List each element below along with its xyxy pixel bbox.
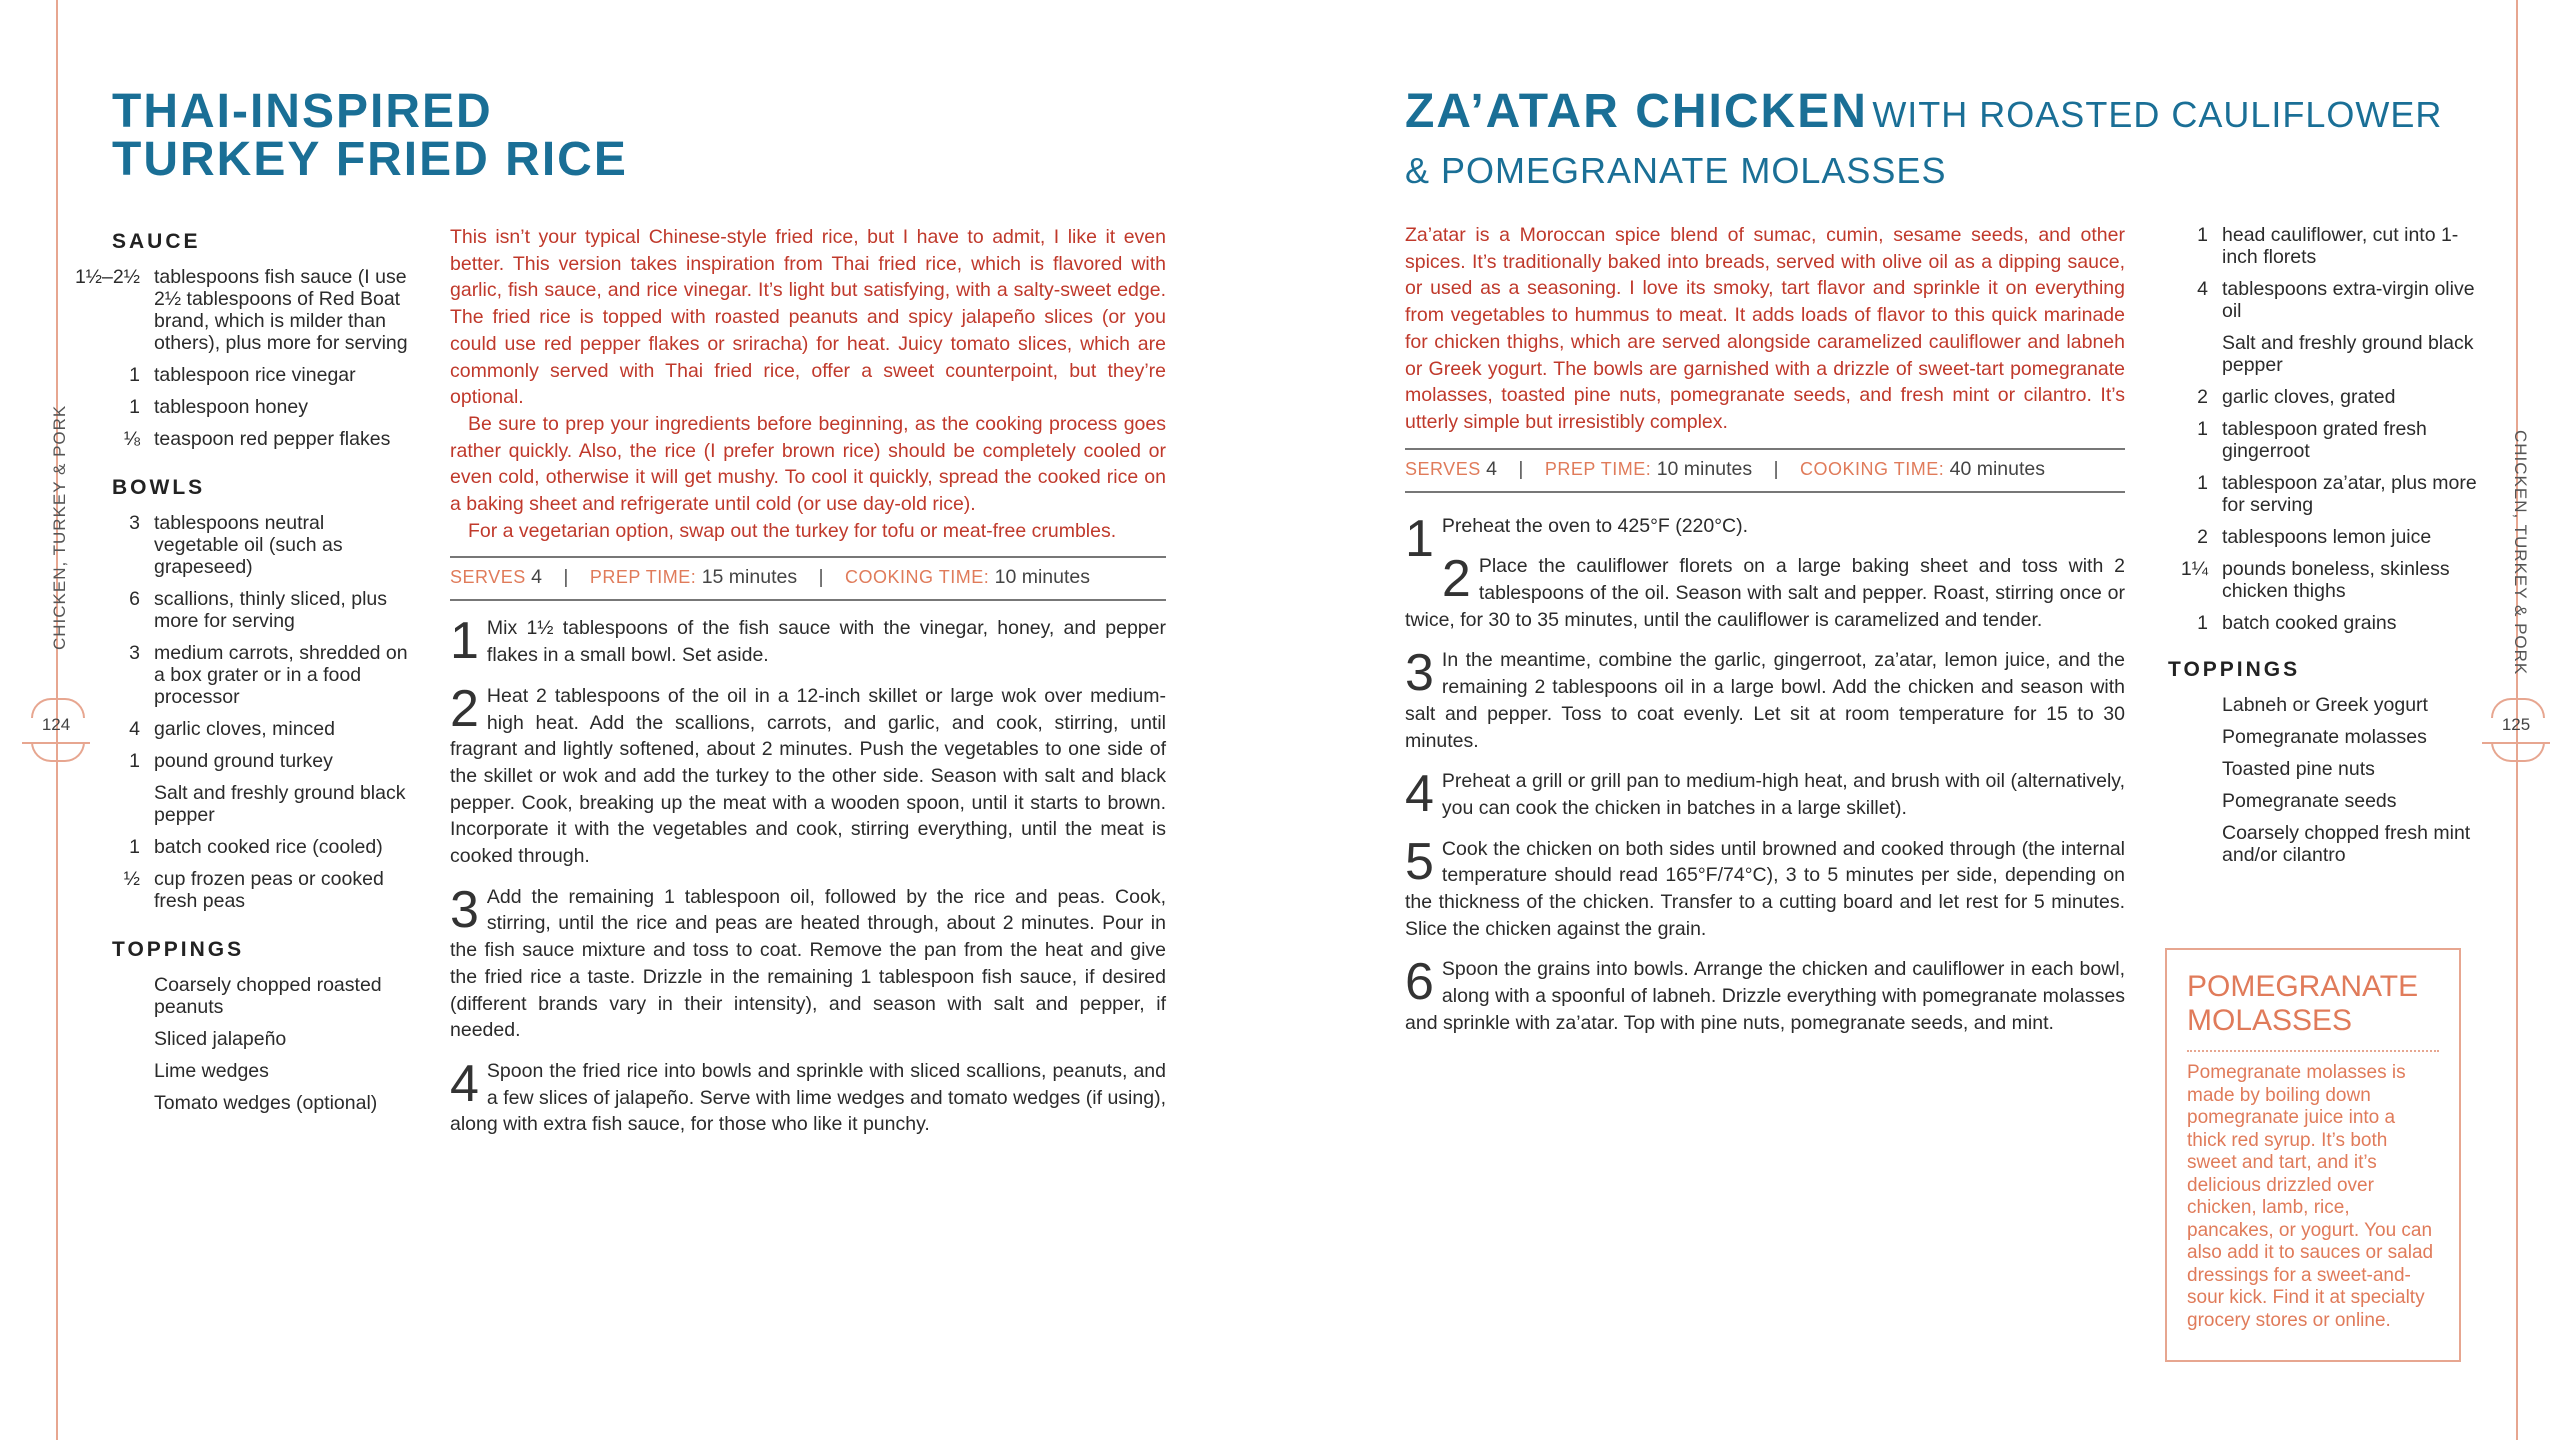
right-steps: [1405, 509, 2125, 1037]
cook-value: 10 minutes: [994, 566, 1091, 589]
ingredient-quantity: ½: [123, 868, 140, 890]
pomegranate-molasses-sidebar: [2165, 948, 2461, 1362]
serves-label: SERVES: [450, 567, 526, 588]
ingredient-quantity: 3: [129, 512, 140, 534]
prep-value: 10 minutes: [1656, 457, 1753, 480]
ingredient-text: Coarsely chopped fresh mint and/or cilantro: [2222, 822, 2471, 866]
recipe-step: [450, 880, 1166, 1044]
step-text: Preheat the oven to 425°F (220°C).: [1441, 514, 1749, 537]
step-text: Heat 2 tablespoons of the oil in a 12-inch skillet or large wok over medium-high heat. Add the scallions, carrots, and garlic, and cook, stirring, until fragrant and lightly softened, about 2 minutes. Push the vegetables to one side of the skillet or wok and add the turkey to the other side. Season with salt and black pepper. Cook, breaking up the meat with a wooden spoon, until it starts to brown. Incorporate it with the vegetables and cook, stirring everything, until the meat is cooked through.: [450, 684, 1166, 868]
ingredient-item: [2168, 418, 2478, 462]
step-number: 2: [450, 679, 479, 738]
ingredient-item: [2168, 558, 2478, 602]
ingredient-text: head cauliflower, cut into 1-inch florets: [2222, 224, 2459, 268]
ingredient-item: [2168, 758, 2478, 780]
step-text: Place the cauliflower florets on a large baking sheet and toss with 2 tablespoons of the oil. Season with salt and pepper. Roast, stirring once or twice, for 30 to 35 minutes, until the cauliflower is caramelized and tender.: [1405, 555, 2125, 631]
right-page-number: 125: [2501, 715, 2531, 734]
right-intro-paragraph: Za’atar is a Moroccan spice blend of sumac, cumin, sesame seeds, and other spices. It’s traditionally baked into breads, served with olive oil as a dipping sauce, or used as a seasoning. I love its smoky, tart flavor and sprinkle it on everything from vegetables to hummus to meat. It adds loads of flavor to this quick marinade for chicken thighs, which are served alongside caramelized cauliflower and labneh or Greek yogurt. The bowls are garnished with a drizzle of sweet-tart pomegranate molasses, toasted pine nuts, pomegranate seeds, and fresh mint or cilantro. It’s utterly simple but irresistibly complex.: [1405, 224, 2125, 433]
right-page-marker-rule: [2482, 742, 2550, 744]
ingredient-item: [68, 588, 408, 632]
ingredient-quantity: [68, 782, 154, 826]
intro-paragraph: For a vegetarian option, swap out the turkey for tofu or meat-free crumbles.: [468, 519, 1117, 542]
step-number: 5: [1405, 832, 1434, 891]
ingredient-item: [68, 428, 408, 450]
ingredient-text: tablespoons neutral vegetable oil (such as grapeseed): [154, 512, 343, 578]
ingredient-quantity: 1: [2197, 418, 2208, 440]
ingredient-item: [2168, 726, 2478, 748]
step-number: 3: [1405, 644, 1434, 703]
ingredient-quantity: ⅛: [123, 428, 140, 450]
step-text: Spoon the grains into bowls. Arrange the chicken and cauliflower in each bowl, along with a spoonful of labneh. Drizzle everything with pomegranate molasses and sprinkle with za’atar. Top with pine nuts, pomegranate seeds, and mint.: [1405, 958, 2125, 1034]
ingredient-text: teaspoon red pepper flakes: [154, 428, 391, 450]
ingredient-quantity: [68, 1028, 154, 1050]
sidebar-divider: [2187, 1044, 2439, 1052]
ingredient-text: tablespoon grated fresh gingerroot: [2222, 418, 2427, 462]
ingredient-text: tablespoon honey: [154, 396, 308, 418]
cook-label: COOKING TIME:: [845, 567, 990, 588]
right-title-main: ZA’ATAR CHICKEN: [1405, 85, 1868, 138]
ingredient-item: [68, 974, 408, 1018]
meta-separator: |: [563, 566, 569, 589]
prep-label: PREP TIME:: [589, 567, 697, 588]
right-ingredient-list: [2168, 224, 2478, 634]
ingredient-quantity: [2168, 822, 2222, 866]
ingredient-text: Lime wedges: [154, 1060, 269, 1082]
ingredient-item: [68, 396, 408, 418]
recipe-step: [1405, 509, 2125, 568]
ingredient-quantity: 2: [2197, 526, 2208, 548]
step-number: 2: [1441, 550, 1471, 609]
ingredient-text: tablespoons extra-virgin olive oil: [2222, 278, 2475, 322]
ingredient-text: pound ground turkey: [154, 750, 333, 772]
ingredient-item: [2168, 224, 2478, 268]
ingredient-quantity: 1½–2½: [74, 266, 140, 288]
ingredient-item: [68, 750, 408, 772]
ingredient-item: [2168, 790, 2478, 812]
ingredient-text: Tomato wedges (optional): [154, 1092, 378, 1114]
left-title-line2: TURKEY FRIED RICE: [112, 133, 628, 186]
ingredient-quantity: [68, 974, 154, 1018]
ingredient-text: Salt and freshly ground black pepper: [2222, 332, 2474, 376]
ingredient-item: [68, 718, 408, 740]
right-title-sub1: WITH ROASTED CAULIFLOWER: [1872, 94, 2443, 135]
ingredient-quantity: 4: [2197, 278, 2208, 300]
ingredient-quantity: [2168, 332, 2222, 376]
prep-label: PREP TIME:: [1544, 458, 1652, 479]
sidebar-title-line2: MOLASSES: [2187, 1004, 2353, 1037]
ingredient-quantity: 1: [2197, 612, 2208, 634]
ingredient-text: tablespoon za’atar, plus more for serving: [2222, 472, 2477, 516]
right-toppings-heading: TOPPINGS: [2168, 658, 2301, 681]
ingredient-quantity: [68, 1060, 154, 1082]
ingredient-item: [68, 642, 408, 708]
step-number: 4: [450, 1054, 479, 1113]
left-meta: [450, 556, 1166, 601]
ingredient-item: [2168, 278, 2478, 322]
ingredient-item: [68, 868, 408, 912]
prep-value: 15 minutes: [701, 566, 798, 589]
ingredient-text: Pomegranate seeds: [2222, 790, 2397, 812]
step-text: Add the remaining 1 tablespoon oil, followed by the rice and peas. Cook, stirring, until the rice and peas are heated through, about 2 minutes. Pour in the fish sauce mixture and toss to coat. Remove the pan from the heat and give the fried rice a taste. Drizzle in the remaining 1 tablespoon fish sauce, if desired (different brands vary in their intensity), and season with salt and pepper, if needed.: [450, 885, 1166, 1042]
right-side-label: CHICKEN, TURKEY & PORK: [2511, 430, 2530, 676]
step-text: Spoon the fried rice into bowls and sprinkle with sliced scallions, peanuts, and a few slices of jalapeño. Serve with lime wedges and tomato wedges (if using), along with extra fish sauce, for those who like it punchy.: [450, 1059, 1166, 1136]
ingredient-text: tablespoons fish sauce (I use 2½ tablespoons of Red Boat brand, which is milder than others), plus more for serving: [154, 266, 408, 354]
recipe-step: [1405, 832, 2125, 943]
cook-value: 40 minutes: [1949, 457, 2046, 480]
meta-separator: |: [1518, 457, 1524, 480]
left-ingredients: [68, 230, 408, 1124]
step-number: 3: [450, 880, 479, 939]
ingredient-item: [68, 836, 408, 858]
right-title-sub2: & POMEGRANATE MOLASSES: [1405, 150, 1947, 191]
right-toppings-list: [2168, 694, 2478, 866]
left-side-label: CHICKEN, TURKEY & PORK: [50, 404, 69, 650]
left-intro: [450, 224, 1166, 544]
sidebar-title-line1: POMEGRANATE: [2187, 970, 2419, 1003]
serves-value: 4: [531, 566, 542, 589]
ingredient-quantity: 1: [2197, 472, 2208, 494]
ingredient-item: [68, 512, 408, 578]
ingredient-quantity: [2168, 790, 2222, 812]
recipe-step: [1405, 765, 2125, 824]
ingredient-quantity: [2168, 758, 2222, 780]
right-recipe-title: [1405, 85, 2443, 195]
right-ingredients: [2168, 224, 2478, 876]
toppings-heading: TOPPINGS: [112, 938, 245, 961]
ingredient-item: [68, 1028, 408, 1050]
left-steps: [450, 612, 1166, 1138]
left-toppings-list: [68, 974, 408, 1114]
recipe-step: [450, 612, 1166, 671]
ingredient-quantity: 1¼: [2180, 558, 2208, 580]
right-meta: [1405, 448, 2125, 493]
ingredient-quantity: [2168, 694, 2222, 716]
ingredient-item: [2168, 332, 2478, 376]
ingredient-text: batch cooked grains: [2222, 612, 2397, 634]
ingredient-item: [68, 266, 408, 354]
ingredient-text: Pomegranate molasses: [2222, 726, 2427, 748]
left-page-number: 124: [41, 715, 71, 734]
sidebar-body: Pomegranate molasses is made by boiling down pomegranate juice into a thick red syrup. It’s both sweet and tart, and it’s delicious drizzled over chicken, lamb, rice, pancakes, or yogurt. You can also add it to sauces or salad dressings for a sweet-and-sour kick. Find it at specialty grocery stores or online.: [2187, 1062, 2434, 1331]
bowls-heading: BOWLS: [112, 476, 206, 499]
ingredient-quantity: [68, 1092, 154, 1114]
ingredient-text: Salt and freshly ground black pepper: [154, 782, 406, 826]
recipe-step: [1405, 644, 2125, 754]
ingredient-text: batch cooked rice (cooled): [154, 836, 383, 858]
ingredient-text: Coarsely chopped roasted peanuts: [154, 974, 382, 1018]
ingredient-quantity: 1: [2197, 224, 2208, 246]
right-main-column: [1405, 222, 2125, 1051]
step-text: Mix 1½ tablespoons of the fish sauce with the vinegar, honey, and pepper flakes in a small bowl. Set aside.: [486, 617, 1166, 667]
ingredient-item: [2168, 526, 2478, 548]
left-title-line1: THAI-INSPIRED: [112, 85, 493, 138]
ingredient-item: [2168, 612, 2478, 634]
ingredient-item: [2168, 386, 2478, 408]
right-intro: [1405, 222, 2125, 436]
step-text: In the meantime, combine the garlic, gingerroot, za’atar, lemon juice, and the remaining 2 tablespoons oil in a large bowl. Add the chicken and season with salt and pepper. Toss to coat evenly. Let sit at room temperature for 15 to 30 minutes.: [1405, 649, 2125, 752]
step-text: Preheat a grill or grill pan to medium-high heat, and brush with oil (alternatively, you can cook the chicken in batches in a large skillet).: [1441, 770, 2125, 819]
ingredient-quantity: 3: [129, 642, 140, 664]
ingredient-text: medium carrots, shredded on a box grater or in a food processor: [154, 642, 408, 708]
ingredient-text: scallions, thinly sliced, plus more for serving: [154, 588, 388, 632]
ingredient-quantity: 4: [129, 718, 140, 740]
right-page-marker-bottom: [2491, 742, 2545, 762]
ingredient-text: Labneh or Greek yogurt: [2222, 694, 2428, 716]
ingredient-text: Sliced jalapeño: [154, 1028, 287, 1050]
recipe-step: [450, 679, 1166, 870]
recipe-step: [450, 1054, 1166, 1138]
step-number: 1: [450, 612, 479, 671]
step-number: 1: [1405, 509, 1434, 568]
sauce-list: [68, 266, 408, 450]
serves-value: 4: [1486, 457, 1497, 480]
ingredient-text: pounds boneless, skinless chicken thighs: [2222, 558, 2450, 602]
ingredient-text: cup frozen peas or cooked fresh peas: [154, 868, 384, 912]
step-number: 6: [1405, 953, 1434, 1012]
ingredient-item: [68, 1092, 408, 1114]
ingredient-quantity: 6: [129, 588, 140, 610]
ingredient-quantity: 2: [2197, 386, 2208, 408]
ingredient-text: garlic cloves, minced: [154, 718, 335, 740]
ingredient-text: tablespoon rice vinegar: [154, 364, 356, 386]
intro-paragraph: This isn’t your typical Chinese-style fried rice, but I have to admit, I like it even better. This version takes inspiration from Thai fried rice, which is flavored with garlic, fish sauce, and rice vinegar. It’s light but satisfying, with a salty-sweet edge. The fried rice is topped with roasted peanuts and spicy jalapeño slices (or you could use red pepper flakes or sriracha) for heat. Juicy tomato slices, which are commonly served with Thai fried rice, offer a sweet counterpoint, but they’re optional.: [450, 226, 1166, 409]
ingredient-quantity: 1: [129, 396, 140, 418]
ingredient-item: [2168, 694, 2478, 716]
cook-label: COOKING TIME:: [1800, 458, 1945, 479]
sauce-heading: SAUCE: [112, 230, 201, 253]
recipe-step: [1405, 953, 2125, 1036]
ingredient-item: [68, 364, 408, 386]
meta-separator: |: [818, 566, 824, 589]
ingredient-text: garlic cloves, grated: [2222, 386, 2396, 408]
left-main-column: [450, 224, 1166, 1152]
ingredient-quantity: 1: [129, 836, 140, 858]
ingredient-item: [68, 1060, 408, 1082]
ingredient-item: [68, 782, 408, 826]
ingredient-quantity: 1: [129, 750, 140, 772]
left-recipe-title: [112, 85, 628, 186]
step-number: 4: [1405, 765, 1434, 824]
ingredient-item: [2168, 822, 2478, 866]
bowls-list: [68, 512, 408, 912]
ingredient-text: tablespoons lemon juice: [2222, 526, 2432, 548]
intro-paragraph: Be sure to prep your ingredients before beginning, as the cooking process goes rather quickly. Also, the rice (I prefer brown rice) should be completely cooled or even cold, otherwise it will get mushy. To cool it quickly, spread the cooked rice on a baking sheet and refrigerate until cold (or use day-old rice).: [450, 412, 1166, 516]
ingredient-quantity: 1: [129, 364, 140, 386]
meta-separator: |: [1773, 457, 1779, 480]
recipe-step: [1405, 550, 2125, 633]
serves-label: SERVES: [1405, 458, 1481, 479]
step-text: Cook the chicken on both sides until browned and cooked through (the internal temperature should read 165°F/74°C), 3 to 5 minutes per side, depending on the thickness of the chicken. Transfer to a cutting board and let rest for 5 minutes. Slice the chicken against the grain.: [1405, 837, 2125, 940]
ingredient-quantity: [2168, 726, 2222, 748]
ingredient-item: [2168, 472, 2478, 516]
ingredient-text: Toasted pine nuts: [2222, 758, 2375, 780]
